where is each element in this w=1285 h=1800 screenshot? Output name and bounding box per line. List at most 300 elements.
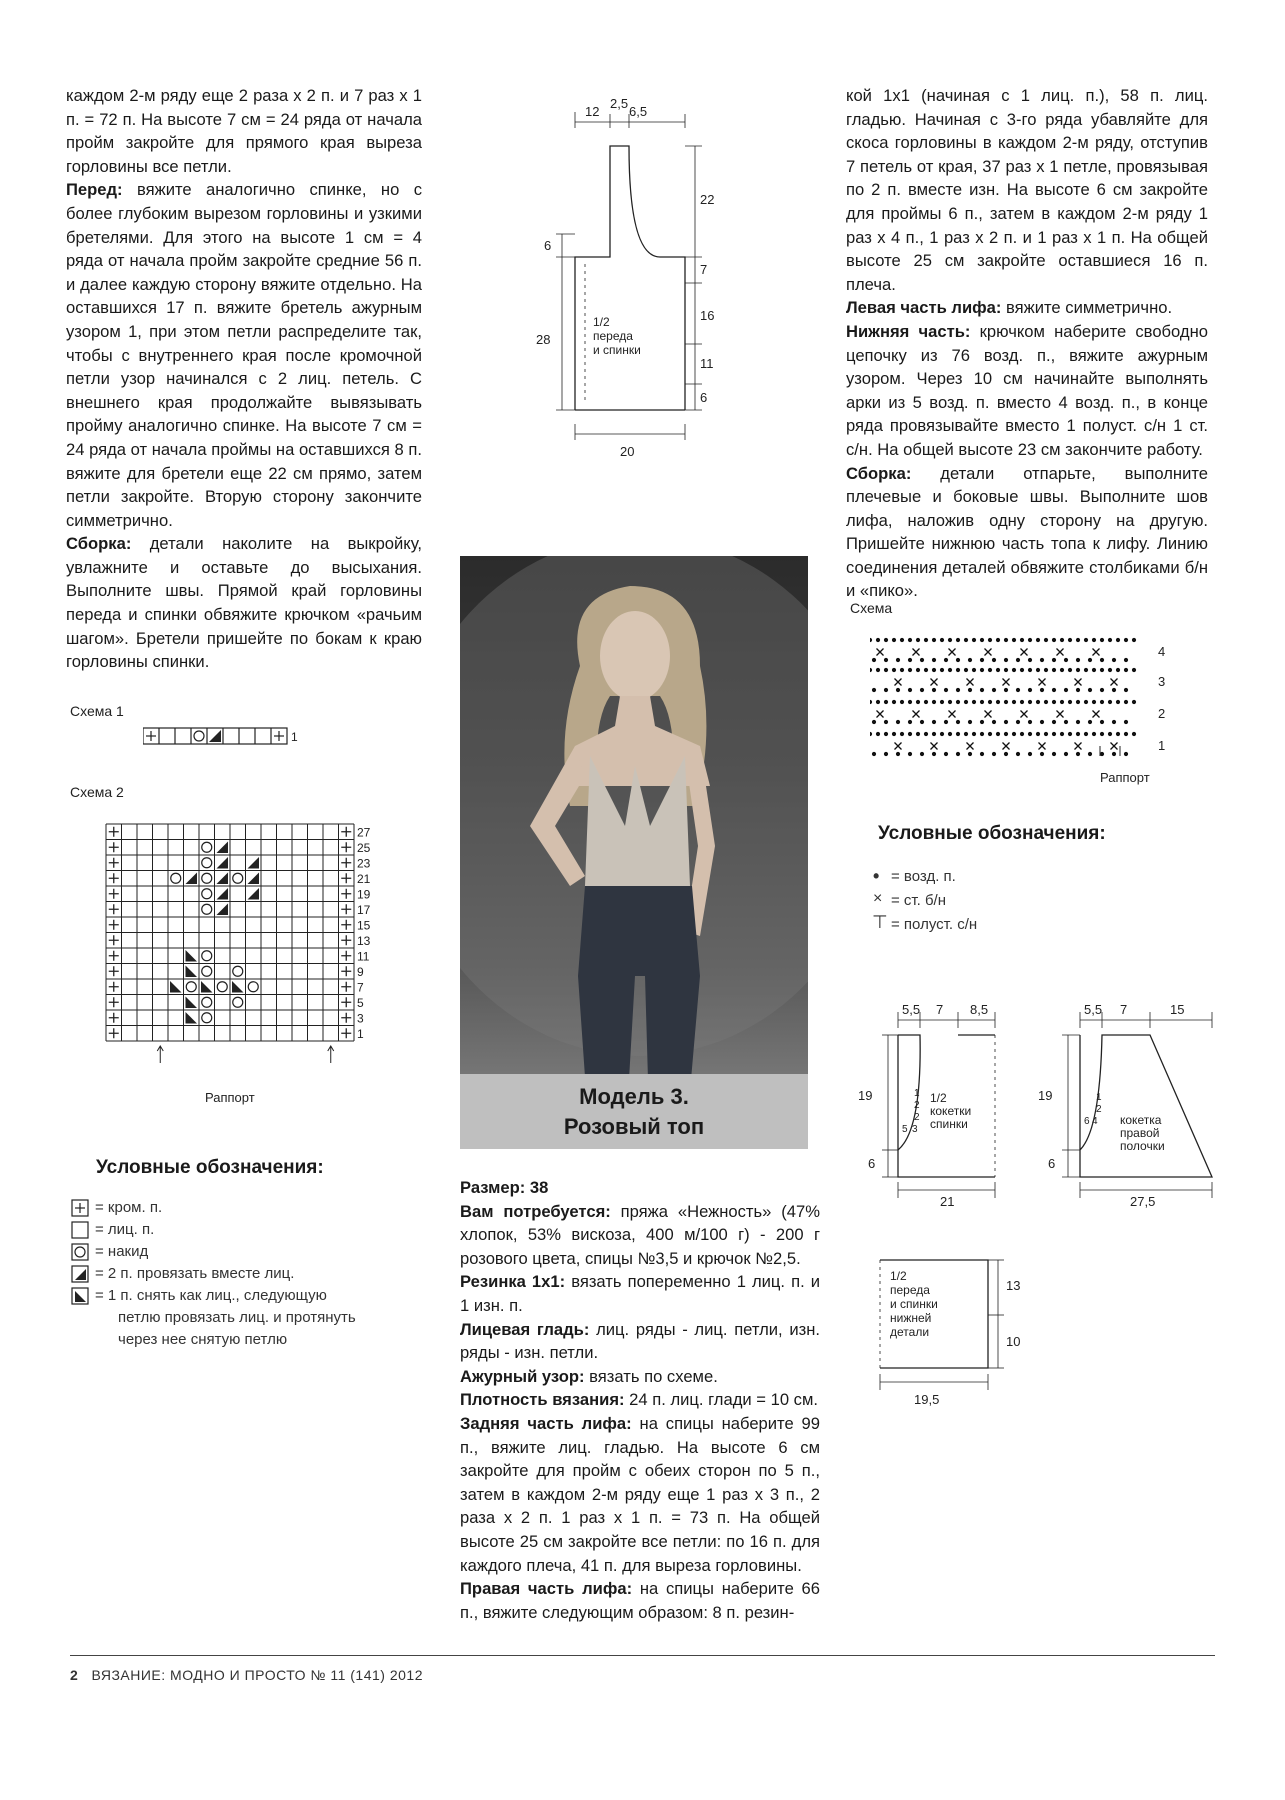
chain-dot [900,668,904,672]
chain-dot [1004,688,1008,692]
sc-cross [1111,743,1118,750]
k2tog-mark [217,842,229,854]
chain-dot [1076,668,1080,672]
sc-cross [913,711,920,718]
svg-text:13: 13 [1006,1278,1021,1293]
chain-dot [908,720,912,724]
chain-dot [908,732,912,736]
chain-dot [1076,720,1080,724]
chain-dot [996,700,1000,704]
chain-dot [892,732,896,736]
chain-dot [1004,668,1008,672]
chain-dot [932,688,936,692]
chain-dot [1124,720,1128,724]
chain-dot [1040,720,1044,724]
chain-dot [876,638,880,642]
chain-dot [940,700,944,704]
sc-cross [1057,711,1064,718]
edge-stitch-mark [341,858,351,868]
row-number: 25 [357,841,371,855]
sc-cross [1021,649,1028,656]
skp-mark [186,950,198,962]
chain-dot [1044,732,1048,736]
svg-text:6: 6 [544,238,552,253]
edge-stitch-mark [109,904,119,914]
yarn-over-mark [202,997,212,1007]
chain-dot [968,720,972,724]
chain-dot [1116,638,1120,642]
edge-stitch-mark [109,997,119,1007]
chain-dot [924,638,928,642]
chain-dot [1124,752,1128,756]
legend2-item-hdc: = полуст. с/н [891,916,978,933]
edge-stitch-mark [341,889,351,899]
diagram-front-back [530,84,750,494]
lace-paragraph: Ажурный узор: вязать по схеме. [460,1366,718,1386]
chain-dot [884,700,888,704]
chain-dot [1108,668,1112,672]
edge-stitch-mark [109,982,119,992]
chain-dot [1004,732,1008,736]
chain-dot [980,668,984,672]
edge-stitch-mark [109,1013,119,1023]
chain-dot [980,732,984,736]
chain-dot [1132,668,1136,672]
chain-dot [1088,720,1092,724]
chain-dot [1040,658,1044,662]
k2tog-mark [217,873,229,885]
chain-dot [1076,752,1080,756]
scheme2-chart [104,822,404,1112]
chain-dot [980,658,984,662]
chain-dot [1132,638,1136,642]
chain-dot [1100,638,1104,642]
chain-dot [924,668,928,672]
chain-dot [972,668,976,672]
crochet-scheme-chart [870,628,1190,758]
chain-dot [1016,658,1020,662]
chain-dot [870,700,872,704]
svg-text:и спинки: и спинки [593,343,641,357]
chain-dot [872,688,876,692]
chain-dot [1112,658,1116,662]
k2tog-mark [217,857,229,869]
legend1-item-skp: = 1 п. снять как лиц., следующую [95,1287,327,1304]
svg-text:5: 5 [902,1124,908,1135]
sc-cross [949,711,956,718]
chain-dot [948,700,952,704]
repeat-arrow [328,1046,334,1063]
svg-text:кокетка: кокетка [1120,1113,1162,1127]
edge-stitch-mark [341,1013,351,1023]
chain-dot [1060,638,1064,642]
chain-dot [1092,638,1096,642]
chain-dot [988,668,992,672]
chain-dot [968,658,972,662]
chain-dot [1036,700,1040,704]
chain-dot [1064,720,1068,724]
chain-dot [1004,752,1008,756]
row-number: 7 [357,980,364,995]
chain-dot [1064,658,1068,662]
svg-text:8,5: 8,5 [970,1002,989,1017]
chain-dot [1124,658,1128,662]
chain-dot [932,638,936,642]
row-number: 21 [357,872,371,886]
svg-text:12: 12 [585,104,600,119]
legend1-item-yarn-over: = накид [95,1243,149,1260]
sc-cross [985,711,992,718]
size-paragraph: Размер: 38 [460,1178,549,1197]
sc-cross [1057,649,1064,656]
row-number: 27 [357,825,371,840]
chain-dot [892,700,896,704]
chain-dot [1076,700,1080,704]
chain-dot [892,668,896,672]
chain-dot [932,732,936,736]
sc-cross [1039,743,1046,750]
diagram-lower-part [870,1250,1040,1420]
sc-cross [1003,679,1010,686]
chain-dot [924,700,928,704]
yarn-over-mark [233,966,243,976]
chain-dot [1012,700,1016,704]
intro-paragraph: каждом 2-м ряду еще 2 раза х 2 п. и 7 раз х 1 п. = 72 п. На высоте 7 см = 24 ряда от начала пройм закройте для прямого края выреза горловины все петли. [66,86,422,176]
svg-text:3: 3 [912,1124,918,1135]
chain-dot [900,700,904,704]
chain-dot [1012,638,1016,642]
edge-stitch-mark [341,842,351,852]
chain-dot [988,638,992,642]
chain-dot [956,732,960,736]
row-number: 5 [357,996,364,1010]
assembly-text: детали наколите на выкройку, увлажните и оставьте до высыхания. Выполните швы. Прямой край горловины переда и спинки обвяжите крючком «рачьим шагом». Бретели пришейте по бокам к краю горловины спинки. [66,534,422,672]
svg-text:7: 7 [700,262,708,277]
left-paragraph: Левая часть лифа: вяжите симметрично. [846,298,1173,318]
edge-stitch-mark [341,873,351,883]
chain-dot [1044,700,1048,704]
chain-dot [944,688,948,692]
row-number: 23 [357,856,371,871]
yarn-over-mark [171,873,181,883]
k2tog-mark [248,873,260,885]
page-number: 2 [70,1667,79,1683]
scheme2-repeat-label: Раппорт [205,1090,255,1105]
svg-text:10: 10 [1006,1334,1021,1349]
chain-dot [1044,668,1048,672]
svg-text:спинки: спинки [930,1117,968,1131]
svg-text:переда: переда [890,1283,930,1297]
chain-dot [1100,658,1104,662]
scheme1-chart [143,726,303,748]
chain-dot [1092,668,1096,672]
legend1-item-skp-2: петлю провязать лиц. и протянуть [118,1309,356,1326]
edge-stitch-mark [109,889,119,899]
sc-cross [895,679,902,686]
chain-dot [980,638,984,642]
chain-dot [1020,668,1024,672]
sc-cross [931,679,938,686]
chain-dot [896,658,900,662]
chain-dot [1076,658,1080,662]
chain-dot [1036,638,1040,642]
footer [70,1667,423,1683]
svg-text:правой: правой [1120,1126,1160,1140]
chain-dot [980,752,984,756]
chain-dot [872,658,876,662]
chain-dot [870,668,872,672]
chain-dot [1016,688,1020,692]
column-left-text [66,84,422,674]
chain-dot [996,638,1000,642]
edge-stitch-mark [109,920,119,930]
back-paragraph: Задняя часть лифа: на спицы наберите 99 п., вяжите лиц. гладью. На высоте 6 см закройте для пройм с обеих сторон по 5 п., затем в каждом 2-м ряду еще 1 раз х 3 п., 2 раза х 2 п. 1 раз х 1 п. = 73 п. На общей высоте 25 см закройте все петли: по 16 п. для каждого плеча, 41 п. для выреза горловины. [460,1413,820,1575]
chain-dot [1068,732,1072,736]
chain-dot [964,668,968,672]
chain-dot [1116,668,1120,672]
svg-text:27,5: 27,5 [1130,1194,1156,1209]
chain-dot [1084,638,1088,642]
svg-text:20: 20 [620,444,635,459]
svg-text:и спинки: и спинки [890,1297,938,1311]
skp-mark [232,981,244,993]
chain-dot [884,688,888,692]
chain-dot [968,688,972,692]
chain-dot [1100,688,1104,692]
sc-cross [1021,711,1028,718]
row-number: 19 [357,887,371,902]
chain-dot [1016,752,1020,756]
yarn-over-mark [202,873,212,883]
svg-text:переда: переда [593,329,633,343]
chain-dot [1088,752,1092,756]
chain-dot [956,700,960,704]
right-continued-paragraph: кой 1х1 (начиная с 1 лиц. п.), 58 п. лиц. гладью. Начиная с 3-го ряда убавляйте для скоса горловины в каждом 2-м ряду, отступив 7 петель от края, 37 раз х 1 петле, провязывая по 2 п. вместе изн. На высоте 6 см закройте для проймы 6 п., затем в каждом 2-м ряду 1 раз х 4 п., 1 раз х 2 п. и 1 раз х 1 п. На общей высоте 25 см закройте оставшиеся 16 п. плеча. [846,86,1208,294]
diagram-yoke-back [850,1000,1020,1210]
k2tog-mark [248,857,260,869]
chain-dot [972,700,976,704]
row-number: 3 [357,1011,364,1026]
chain-dot [1020,700,1024,704]
svg-text:28: 28 [536,332,551,347]
chain-dot [916,700,920,704]
chain-dot [980,720,984,724]
edge-stitch-mark [341,997,351,1007]
chain-dot [1100,668,1104,672]
legend1-item-k2tog: = 2 п. провязать вместе лиц. [95,1265,295,1282]
chain-dot [1052,700,1056,704]
crochet-row-number: 3 [1158,674,1166,689]
chain-dot [1028,732,1032,736]
edge-stitch-mark [341,1028,351,1038]
chain-dot [908,668,912,672]
front-label: Перед: [66,180,123,200]
chain-dot [1044,638,1048,642]
svg-text:22: 22 [700,192,715,207]
legend2-item-sc: = ст. б/н [891,892,947,909]
chain-dot [916,668,920,672]
svg-text:21: 21 [940,1194,955,1209]
scheme2-label: Схема 2 [70,784,124,800]
magazine-title: ВЯЗАНИЕ: МОДНО И ПРОСТО № 11 (141) 2012 [91,1667,423,1683]
svg-text:5,5: 5,5 [1084,1002,1103,1017]
svg-text:4: 4 [1092,1116,1098,1127]
lower-paragraph: Нижняя часть: крючком наберите свободно цепочку из 76 возд. п., вяжите ажурным узором. Через 10 см начинайте выполнять арки из 5 возд. п. вместо 4 возд. п., в конце ряда провязывайте вместо 1 полуст. с/н 1 ст. с/н. На общей высоте 23 см закончите работу. [846,321,1208,459]
row-number: 9 [357,965,364,979]
chain-dot [956,668,960,672]
chain-dot [1076,732,1080,736]
yarn-over-mark [217,982,227,992]
repeat-arrow [157,1046,163,1063]
chain-dot [916,638,920,642]
chain-dot [956,658,960,662]
svg-text:7: 7 [1120,1002,1128,1017]
chain-dot [988,700,992,704]
svg-text:1: 1 [1096,1092,1102,1103]
crochet-row-number: 1 [1158,738,1166,753]
chain-dot [1116,700,1120,704]
chain-dot [1124,638,1128,642]
chain-dot [992,720,996,724]
chain-dot [884,658,888,662]
edge-stitch-mark [109,827,119,837]
chain-dot [1052,658,1056,662]
chain-dot [1076,638,1080,642]
edge-stitch-mark [109,951,119,961]
assembly-label: Сборка: [66,534,132,554]
footer-rule [70,1655,1215,1656]
chain-dot [1060,732,1064,736]
chain-dot [884,668,888,672]
svg-text:кокетки: кокетки [930,1104,972,1118]
sc-cross [1075,679,1082,686]
chain-dot [1100,700,1104,704]
svg-text:2: 2 [914,1100,920,1111]
chain-dot [1036,668,1040,672]
chain-dot [1064,688,1068,692]
chain-dot [892,638,896,642]
chain-dot [972,732,976,736]
chain-dot [940,638,944,642]
model-photo [460,556,808,1149]
sc-cross [877,649,884,656]
edge-stitch-mark [109,858,119,868]
scheme1-row-number: 1 [291,730,298,744]
chain-dot [908,688,912,692]
sc-cross [913,649,920,656]
chain-dot [1052,732,1056,736]
chain-dot [924,732,928,736]
yarn-over-mark [202,951,212,961]
scheme1-label: Схема 1 [70,703,124,719]
yarn-over-mark [233,873,243,883]
legend1-item-edge: = кром. п. [95,1199,163,1216]
svg-text:6: 6 [868,1156,876,1171]
yarn-over-mark [248,982,258,992]
chain-dot [1068,700,1072,704]
chain-dot [884,752,888,756]
edge-stitch-mark [341,951,351,961]
model-illustration [460,556,808,1149]
chain-dot [870,732,872,736]
sc-cross [1075,743,1082,750]
chain-dot [1060,700,1064,704]
chain-dot [1060,668,1064,672]
chain-dot [1108,638,1112,642]
chain-dot [992,752,996,756]
crochet-row-number: 4 [1158,644,1166,659]
svg-text:11: 11 [700,356,714,371]
chain-dot [1116,732,1120,736]
sc-cross [877,711,884,718]
half-double-icon: ⊤ [872,912,888,932]
svg-text:6: 6 [1048,1156,1056,1171]
svg-text:6,5: 6,5 [629,104,648,119]
yarn-over-mark [202,889,212,899]
materials-paragraph: Вам потребуется: пряжа «Нежность» (47% хлопок, 53% вискоза, 400 м/100 г) - 200 г розового цвета, спицы №3,5 и крючок №2,5. [460,1201,820,1268]
skp-mark [186,997,198,1009]
chain-dot [996,668,1000,672]
chain-dot [964,638,968,642]
chain-dot [1112,688,1116,692]
edge-stitch-mark [109,842,119,852]
chain-dot [996,732,1000,736]
chain-dot [1100,720,1104,724]
chain-dot [1052,720,1056,724]
row-number: 1 [357,1027,364,1041]
front-text: вяжите аналогично спинке, но с более глубоким вырезом горловины и узкими бретелями. Для этого на высоте 1 см = 4 ряда от начала пройм закройте средние 56 п. и далее каждую сторону вяжите отдельно. На оставшихся 17 п. вяжите бретель ажурным узором 1, при этом петли распределите так, чтобы с внутреннего края после кромочной петли узор начинался с 2 лиц. петель. С внешнего края продолжайте вывязывать пройму аналогично спинке. На высоте 7 см = 24 ряда от начала проймы на оставшихся 8 п. вяжите для бретели еще 22 см прямо, затем петли закройте. Вторую сторону закончите симметрично. [66,180,422,530]
chain-dot [1068,638,1072,642]
chain-dot [1088,688,1092,692]
edge-stitch-mark [109,935,119,945]
svg-text:19,5: 19,5 [914,1392,940,1407]
chain-dot [948,732,952,736]
sc-cross [967,743,974,750]
chain-dot [1028,720,1032,724]
chain-dot [980,700,984,704]
chain-dot [1064,752,1068,756]
sc-cross [1111,679,1118,686]
chain-dot [944,658,948,662]
yarn-over-mark [202,904,212,914]
skp-mark [170,981,182,993]
svg-text:15: 15 [1170,1002,1185,1017]
chain-dot [980,688,984,692]
legend1-title: Условные обозначения: [96,1157,324,1178]
chain-dot [968,752,972,756]
sc-cross [1093,711,1100,718]
chain-dot [1108,700,1112,704]
svg-text:2: 2 [914,1112,920,1123]
chain-dot [908,700,912,704]
chain-dot [948,668,952,672]
model-title-line1: Модель 3. [579,1084,689,1109]
chain-dot [908,638,912,642]
chain-dot [1124,700,1128,704]
chain-dot [1100,752,1104,756]
chain-dot [1124,688,1128,692]
chain-dot [1052,668,1056,672]
chain-dot [1028,688,1032,692]
yarn-over-mark [186,982,196,992]
crochet-scheme-label: Схема [850,600,893,616]
chain-dot [884,732,888,736]
chain-dot [896,752,900,756]
chain-dot [1076,688,1080,692]
chain-dot [872,752,876,756]
model-caption [460,1074,808,1149]
svg-text:детали: детали [890,1325,930,1339]
